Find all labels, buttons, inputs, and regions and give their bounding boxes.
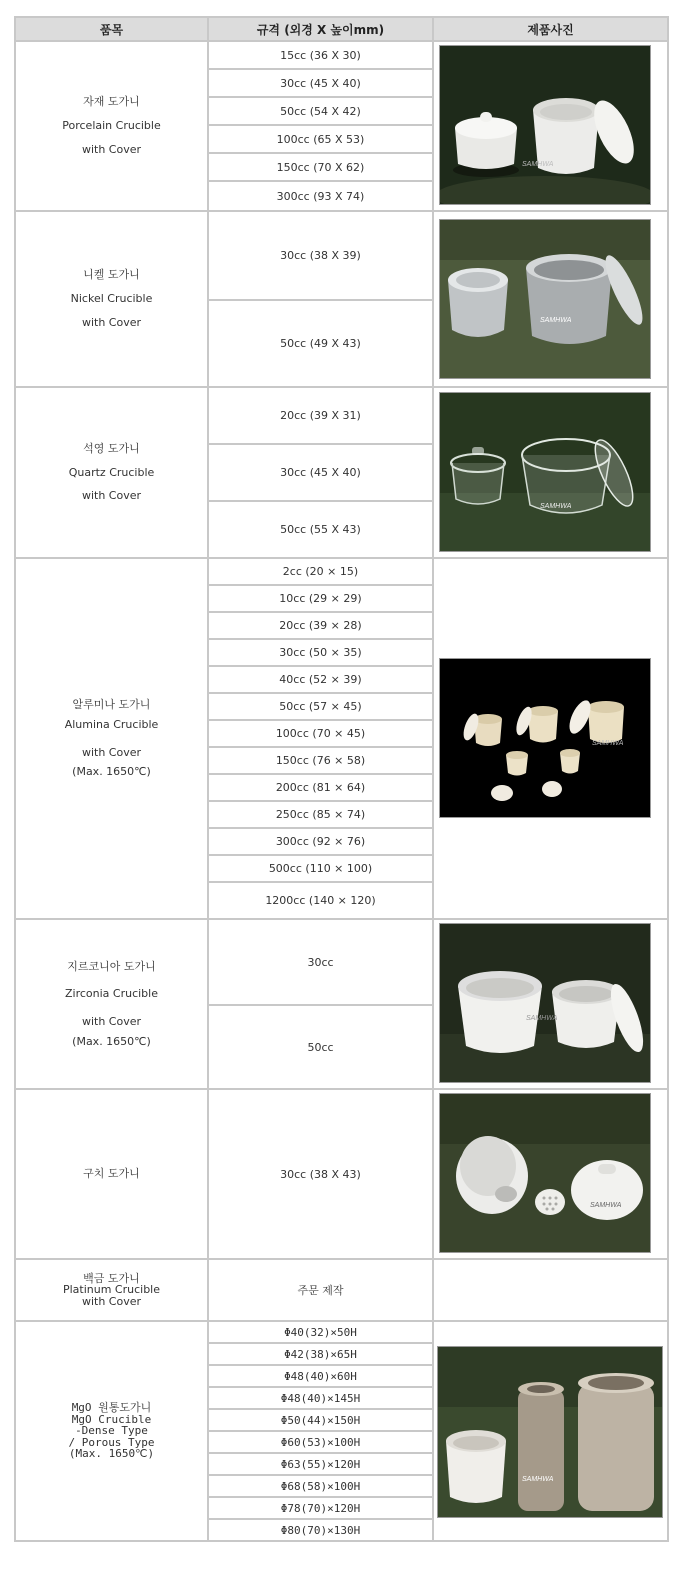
spec-cell: 1200cc (140 × 120) — [208, 882, 433, 919]
item-name-cover: with Cover — [81, 1015, 142, 1028]
spec-cell: 500cc (110 × 100) — [208, 855, 433, 882]
spec-cell: 15cc (36 X 30) — [208, 41, 433, 69]
item-name-ko: MgO 원통도가니 — [71, 1401, 152, 1415]
spec-cell: 30cc (45 X 40) — [208, 444, 433, 501]
spec-cell: 30cc — [208, 919, 433, 1005]
item-name-max-temp: (Max. 1650℃) — [72, 1034, 151, 1048]
spec-cell: 150cc (70 X 62) — [208, 153, 433, 181]
header-item: 품목 — [15, 17, 208, 41]
spec-cell: 20cc (39 X 31) — [208, 387, 433, 444]
spec-cell: 50cc (55 X 43) — [208, 501, 433, 558]
item-name-en: Porcelain Crucible — [62, 119, 161, 133]
spec-cell: 300cc (93 X 74) — [208, 181, 433, 211]
item-name-dense: -Dense Type — [75, 1424, 148, 1438]
spec-cell: 30cc (45 X 40) — [208, 69, 433, 97]
spec-cell: 10cc (29 × 29) — [208, 585, 433, 612]
item-name-cover: with Cover — [81, 489, 142, 503]
spec-cell: Φ48(40)×60H — [208, 1365, 433, 1387]
spec-cell: 30cc (38 X 43) — [208, 1089, 433, 1259]
porcelain-crucible-photo — [439, 45, 651, 205]
item-name-max-temp: (Max. 1650℃) — [72, 765, 151, 779]
spec-cell: 2cc (20 × 15) — [208, 558, 433, 585]
item-name-quartz — [15, 387, 208, 558]
spec-cell: Φ50(44)×150H — [208, 1409, 433, 1431]
spec-cell: Φ63(55)×120H — [208, 1453, 433, 1475]
item-name-porcelain — [15, 41, 208, 211]
item-name-en: Platinum Crucible — [62, 1283, 161, 1297]
item-name-ko: 지르코니아 도가니 — [67, 959, 156, 973]
quartz-crucible-photo — [439, 392, 651, 552]
photo-watermark: SAMHWA — [540, 317, 572, 324]
photo-watermark: SAMHWA — [590, 1202, 622, 1209]
spec-cell: 50cc (49 X 43) — [208, 300, 433, 387]
spec-cell: 200cc (81 × 64) — [208, 774, 433, 801]
header-photo: 제품사진 — [433, 17, 668, 41]
spec-cell: Φ60(53)×100H — [208, 1431, 433, 1453]
item-name-en: MgO Crucible — [71, 1412, 152, 1426]
nickel-crucible-photo — [439, 219, 651, 379]
spec-cell: 50cc (54 X 42) — [208, 97, 433, 125]
spec-cell: 150cc (76 × 58) — [208, 747, 433, 774]
photo-cell-platinum-empty — [433, 1259, 668, 1321]
item-name-platinum — [15, 1259, 208, 1321]
item-name-en: Zirconia Crucible — [64, 987, 158, 1001]
header-spec: 규격 (외경 X 높이mm) — [208, 17, 433, 41]
item-name-alumina — [15, 558, 208, 919]
item-name-cover: with Cover — [81, 745, 142, 759]
spec-cell: 300cc (92 × 76) — [208, 828, 433, 855]
item-name-ko: 백금 도가니 — [83, 1271, 140, 1285]
item-name-ko: 니켈 도가니 — [83, 268, 140, 282]
item-name-en: Quartz Crucible — [68, 465, 155, 479]
spec-cell: 30cc (50 × 35) — [208, 639, 433, 666]
spec-cell: 50cc — [208, 1005, 433, 1089]
spec-cell: Φ40(32)×50H — [208, 1321, 433, 1343]
spec-cell: 50cc (57 × 45) — [208, 693, 433, 720]
item-name-ko: 구치 도가니 — [83, 1167, 140, 1181]
item-name-en: Alumina Crucible — [64, 717, 159, 731]
item-name-cover: with Cover — [81, 315, 142, 329]
spec-cell: Φ68(58)×100H — [208, 1475, 433, 1497]
item-name-cover: with Cover — [81, 1294, 142, 1308]
photo-watermark: SAMHWA — [592, 740, 624, 747]
spec-cell: Φ80(70)×130H — [208, 1519, 433, 1541]
spec-cell: 30cc (38 X 39) — [208, 211, 433, 300]
spec-cell: 20cc (39 × 28) — [208, 612, 433, 639]
spec-cell: Φ42(38)×65H — [208, 1343, 433, 1365]
item-name-ko: 자재 도가니 — [83, 95, 140, 109]
photo-watermark: SAMHWA — [540, 503, 572, 510]
item-name-en: Nickel Crucible — [70, 292, 153, 306]
alumina-crucible-photo — [439, 658, 651, 818]
mgo-crucible-photo — [437, 1346, 663, 1518]
item-name-ko: 석영 도가니 — [83, 441, 140, 455]
spec-cell: 100cc (65 X 53) — [208, 125, 433, 153]
spec-cell: Φ78(70)×120H — [208, 1497, 433, 1519]
item-name-mgo — [15, 1321, 208, 1541]
item-name-gooch — [15, 1089, 208, 1259]
item-name-nickel — [15, 211, 208, 387]
zirconia-crucible-photo — [439, 923, 651, 1083]
photo-watermark: SAMHWA — [526, 1015, 558, 1022]
item-name-cover: with Cover — [81, 142, 142, 156]
crucible-product-table — [14, 16, 669, 1542]
item-name-porous: / Porous Type — [68, 1435, 155, 1449]
photo-watermark: SAMHWA — [522, 161, 554, 168]
spec-cell: 40cc (52 × 39) — [208, 666, 433, 693]
item-name-ko: 알루미나 도가니 — [72, 698, 151, 711]
gooch-crucible-photo — [439, 1093, 651, 1253]
spec-cell: 주문 제작 — [208, 1259, 433, 1321]
spec-cell: 100cc (70 × 45) — [208, 720, 433, 747]
item-name-zirconia — [15, 919, 208, 1089]
photo-watermark: SAMHWA — [522, 1476, 554, 1483]
item-name-max-temp: (Max. 1650℃) — [68, 1447, 155, 1461]
spec-cell: 250cc (85 × 74) — [208, 801, 433, 828]
spec-cell: Φ48(40)×145H — [208, 1387, 433, 1409]
